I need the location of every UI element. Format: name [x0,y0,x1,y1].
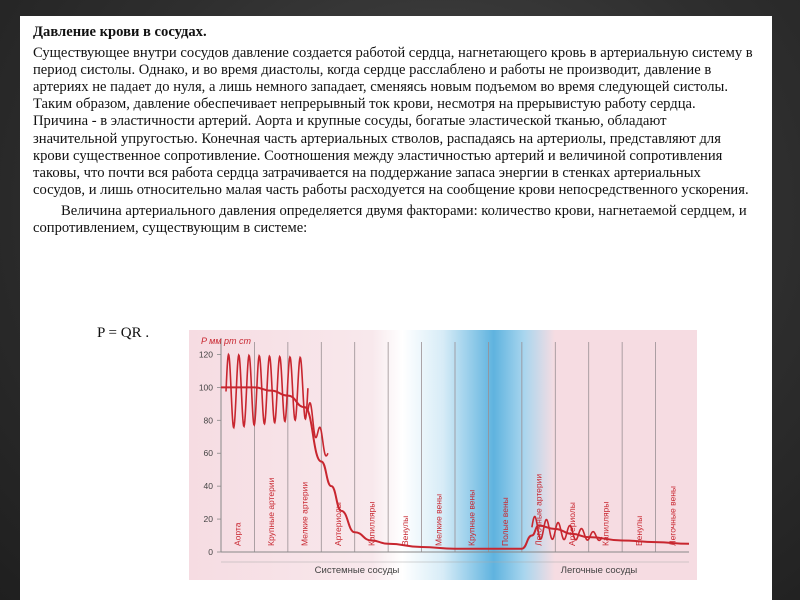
y-tick-label: 100 [198,382,213,393]
segment-label: Мелкие артерии [299,481,310,546]
segment-label: Артериолы [333,502,343,546]
segment-label: Капилляры [600,501,611,546]
paragraph-1: Существующее внутри сосудов давление создается работой сердца, нагнетающего кровь в артериальную систему в период систолы. Однако, и во время диастолы, когда сердце расслаблено и работы не производит, давление в артериях не падает до нуля, а лишь немного западает, сменяясь новым подъемом во время следующей систолы. Таким образом, давление обеспечивает непрерывный ток крови, несмотря на прерывистую работу сердца. Причина - в эластичности артерий. Аорта и крупные сосуды, богатые эластической тканью, обладают значительной упругостью. Конечная часть артериальных стволов, распадаясь на артериолы, представляют для крови существенное сопротивление. Соотношения между эластичностью артерий и величиной сопротивления таковы, что почти вся работа сердца затрачивается на поддержание запаса энергии в стенках артериальных сосудов, и лишь относительно малая часть работы расходуется на сообщение крови непосредственного ускорения. [33,45,753,198]
y-tick-label: 0 [208,547,213,557]
y-tick-label: 80 [203,415,213,426]
group-label-systemic: Системные сосуды [314,565,400,576]
segment-label: Легочные артерии [533,473,544,546]
segment-label: Капилляры [366,501,377,546]
segment-label: Венулы [633,515,644,546]
y-axis-label: P мм рт ст [201,336,252,346]
group-label-pulmonary: Легочные сосуды [560,565,638,576]
segment-label: Мелкие вены [433,493,444,546]
y-tick-label: 60 [203,448,213,459]
segment-label: Крупные вены [466,489,477,546]
segment-label: Аорта [232,522,243,546]
paragraph-2: Величина артериального давления определяется двумя факторами: количество крови, нагнетаемой сердцем, и сопротивлением, существующим в системе: [33,202,747,237]
segment-label: Полые вены [500,497,511,546]
y-tick-label: 20 [203,514,213,525]
text-block [33,24,753,237]
formula: P = QR . [97,325,150,341]
segment-label: Артериолы [567,502,577,546]
pressure-chart [189,330,697,580]
y-tick-label: 120 [198,349,213,360]
segment-label: Легочные вены [667,485,678,546]
segment-label: Крупные артерии [266,477,277,546]
document-title: Давление крови в сосудах. [33,24,207,40]
y-tick-label: 40 [203,481,213,492]
segment-label: Венулы [399,515,410,546]
